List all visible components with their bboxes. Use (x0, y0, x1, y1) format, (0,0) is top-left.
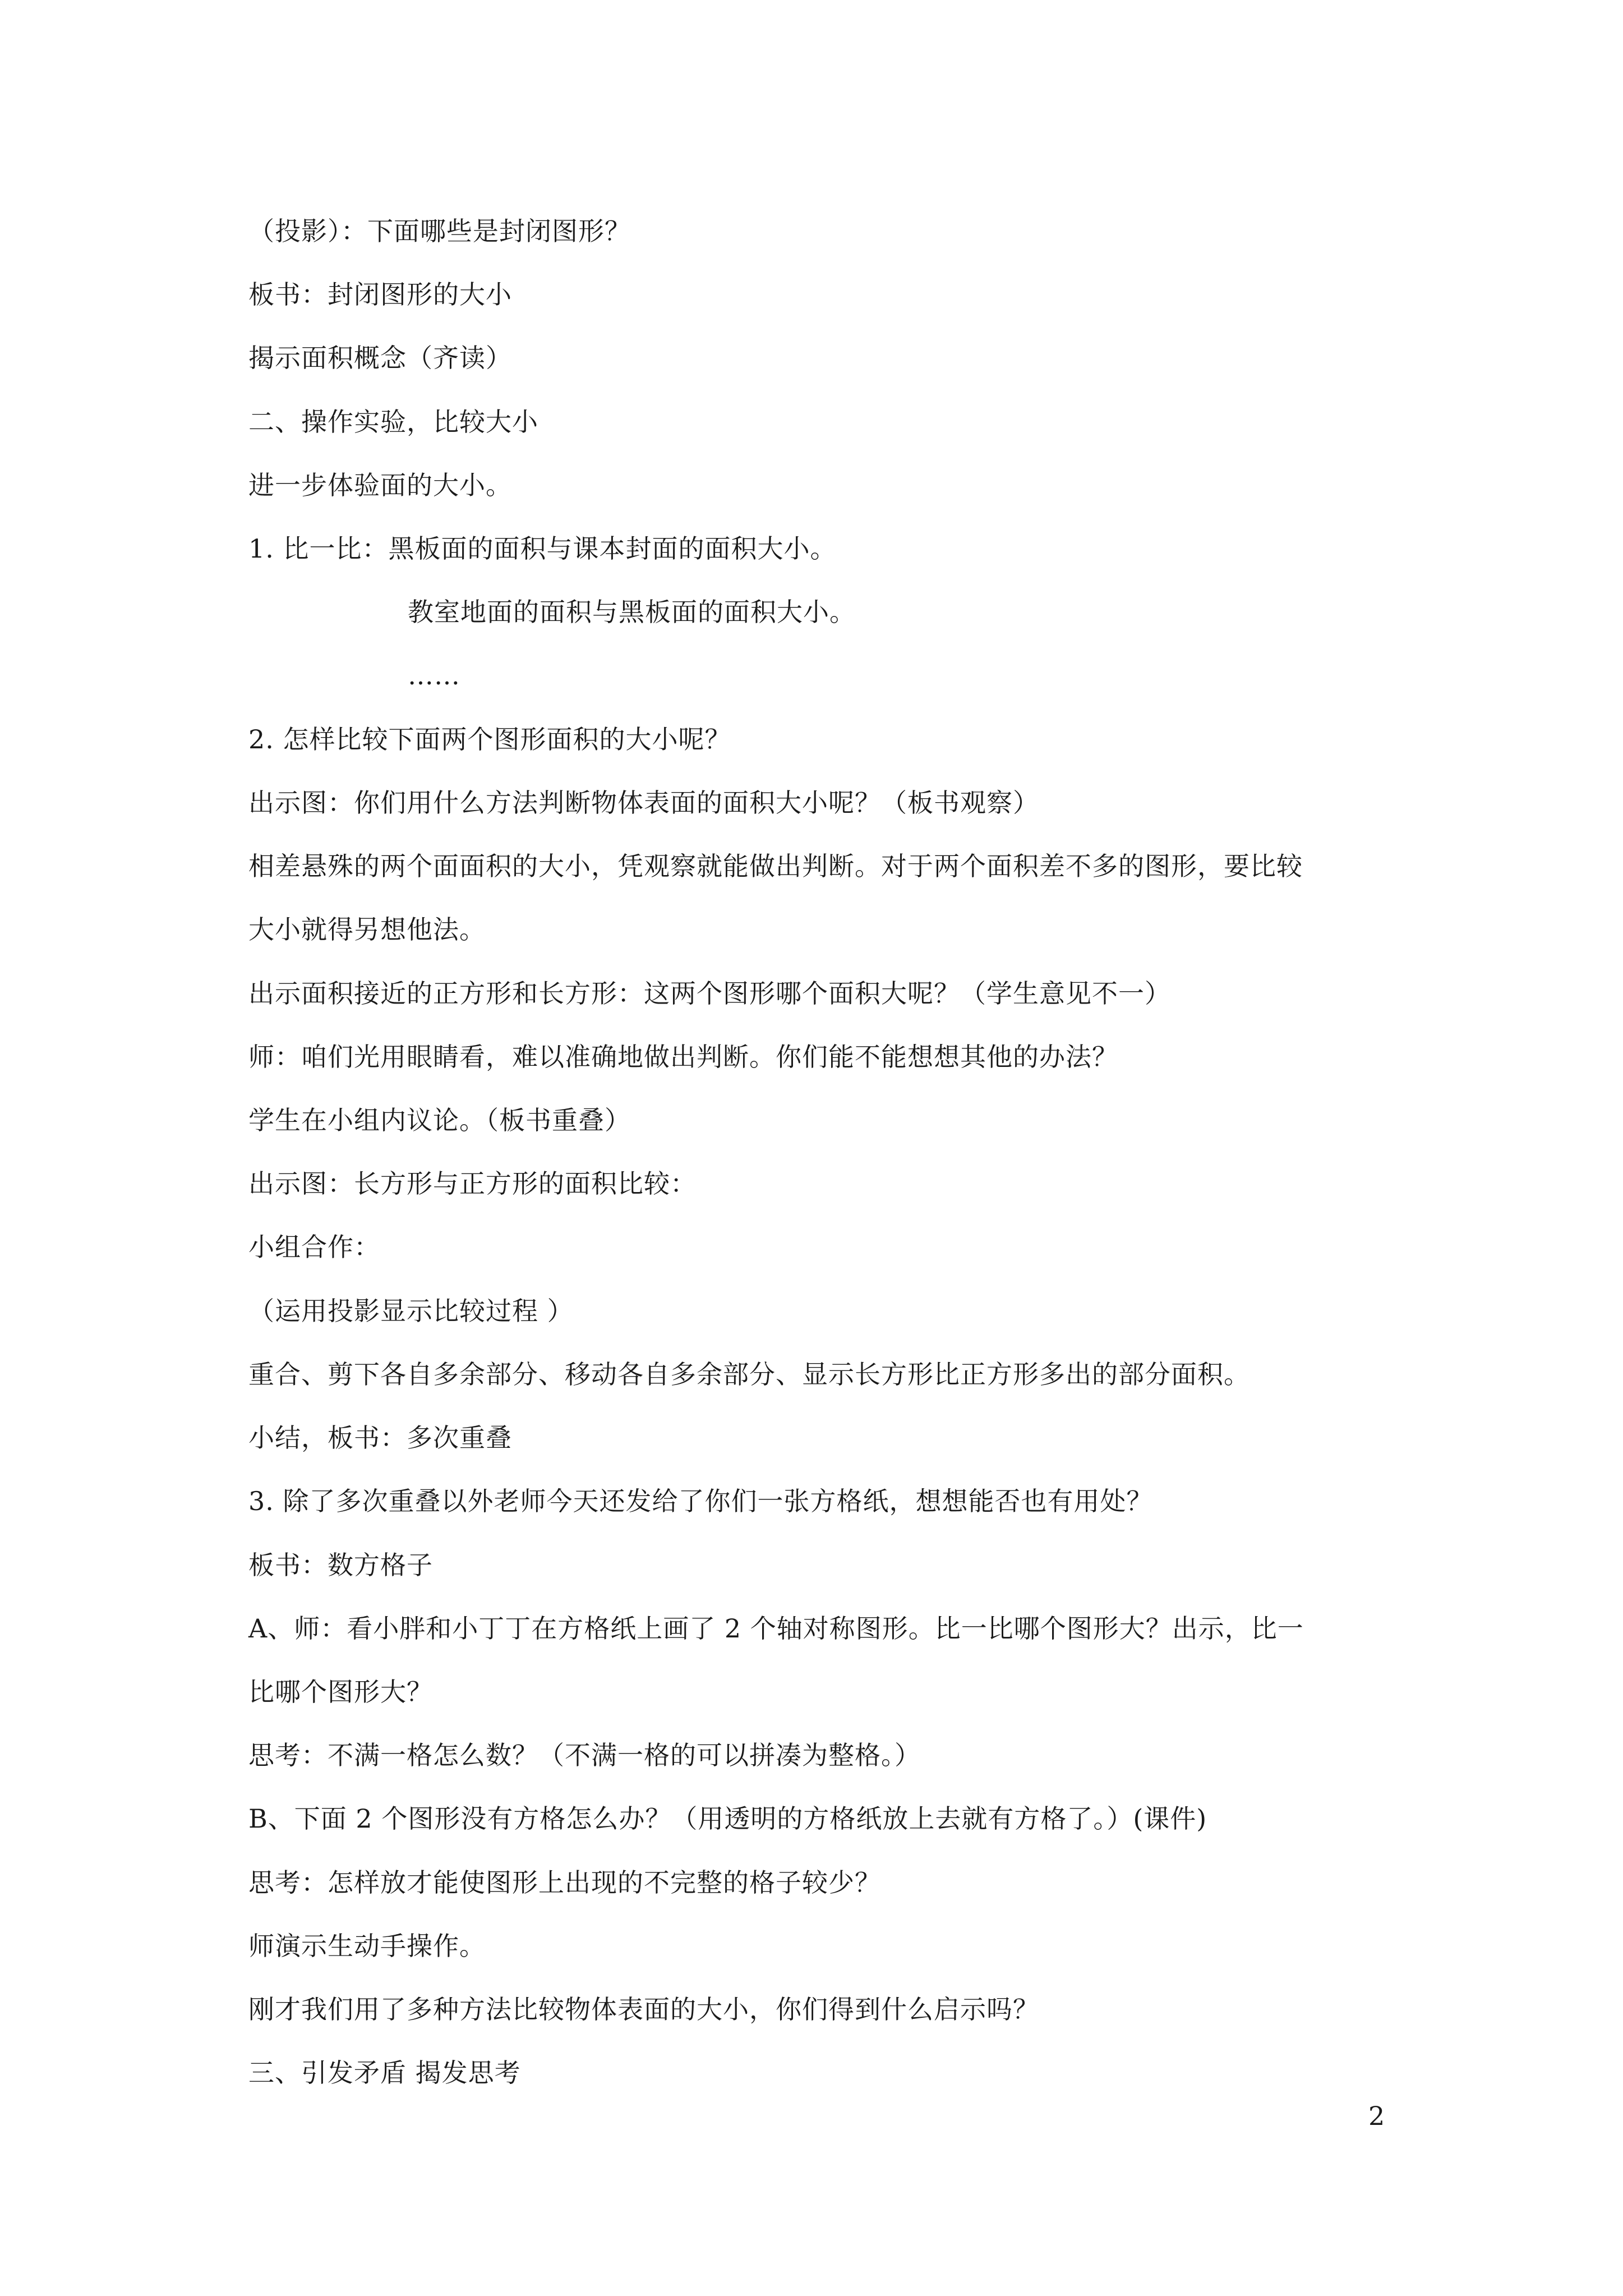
text-line: 师演示生动手操作。 (248, 1931, 486, 1961)
list-item: 3. 除了多次重叠以外老师今天还发给了你们一张方格纸，想想能否也有用处？ (248, 1486, 1153, 1516)
text-line: 揭示面积概念（齐读） (248, 343, 512, 373)
text-line: 重合、剪下各自多余部分、移动各自多余部分、显示长方形比正方形多出的部分面积。 (248, 1359, 1250, 1389)
text-line: 板书：数方格子 (248, 1550, 433, 1580)
text-line: 小结，板书：多次重叠 (248, 1423, 512, 1453)
list-item: 1. 比一比：黑板面的面积与课本封面的面积大小。 (248, 533, 837, 564)
text-line: 出示面积接近的正方形和长方形：这两个图形哪个面积大呢？（学生意见不一） (248, 978, 1171, 1009)
text-line: 进一步体验面的大小。 (248, 470, 512, 500)
text-line: （运用投影显示比较过程 ） (248, 1296, 574, 1326)
page-number: 2 (1368, 2101, 1385, 2131)
text-line: 学生在小组内议论。（板书重叠） (248, 1105, 631, 1135)
text-line: 相差悬殊的两个面面积的大小，凭观察就能做出判断。对于两个面积差不多的图形，要比较 (248, 851, 1303, 881)
text-line: 出示图：长方形与正方形的面积比较： (248, 1168, 697, 1199)
text-line: A、师：看小胖和小丁丁在方格纸上画了 2 个轴对称图形。比一比哪个图形大？出示，比一 (248, 1613, 1304, 1644)
text-line: 教室地面的面积与黑板面的面积大小。 (408, 597, 856, 627)
text-line: （投影）：下面哪些是封闭图形？ (248, 216, 631, 246)
text-line: 刚才我们用了多种方法比较物体表面的大小，你们得到什么启示吗？ (248, 1994, 1039, 2024)
text-line: 小组合作： (248, 1232, 380, 1262)
text-line: 比哪个图形大？ (248, 1677, 433, 1707)
text-line: 板书：封闭图形的大小 (248, 279, 512, 310)
section-heading: 三、引发矛盾 揭发思考 (248, 2058, 521, 2088)
text-line: 大小就得另想他法。 (248, 914, 486, 945)
text-line: 出示图：你们用什么方法判断物体表面的面积大小呢？（板书观察） (248, 788, 1039, 818)
text-line: 思考：不满一格怎么数？（不满一格的可以拼凑为整格。） (248, 1740, 921, 1770)
text-line: 师：咱们光用眼睛看，难以准确地做出判断。你们能不能想想其他的办法？ (248, 1042, 1118, 1072)
text-line: B、下面 2 个图形没有方格怎么办？（用透明的方格纸放上去就有方格了。）(课件) (248, 1803, 1207, 1834)
ellipsis: …… (408, 660, 460, 691)
list-item: 2. 怎样比较下面两个图形面积的大小呢？ (248, 724, 731, 754)
text-line: 思考：怎样放才能使图形上出现的不完整的格子较少？ (248, 1867, 881, 1898)
section-heading: 二、操作实验，比较大小 (248, 407, 538, 437)
